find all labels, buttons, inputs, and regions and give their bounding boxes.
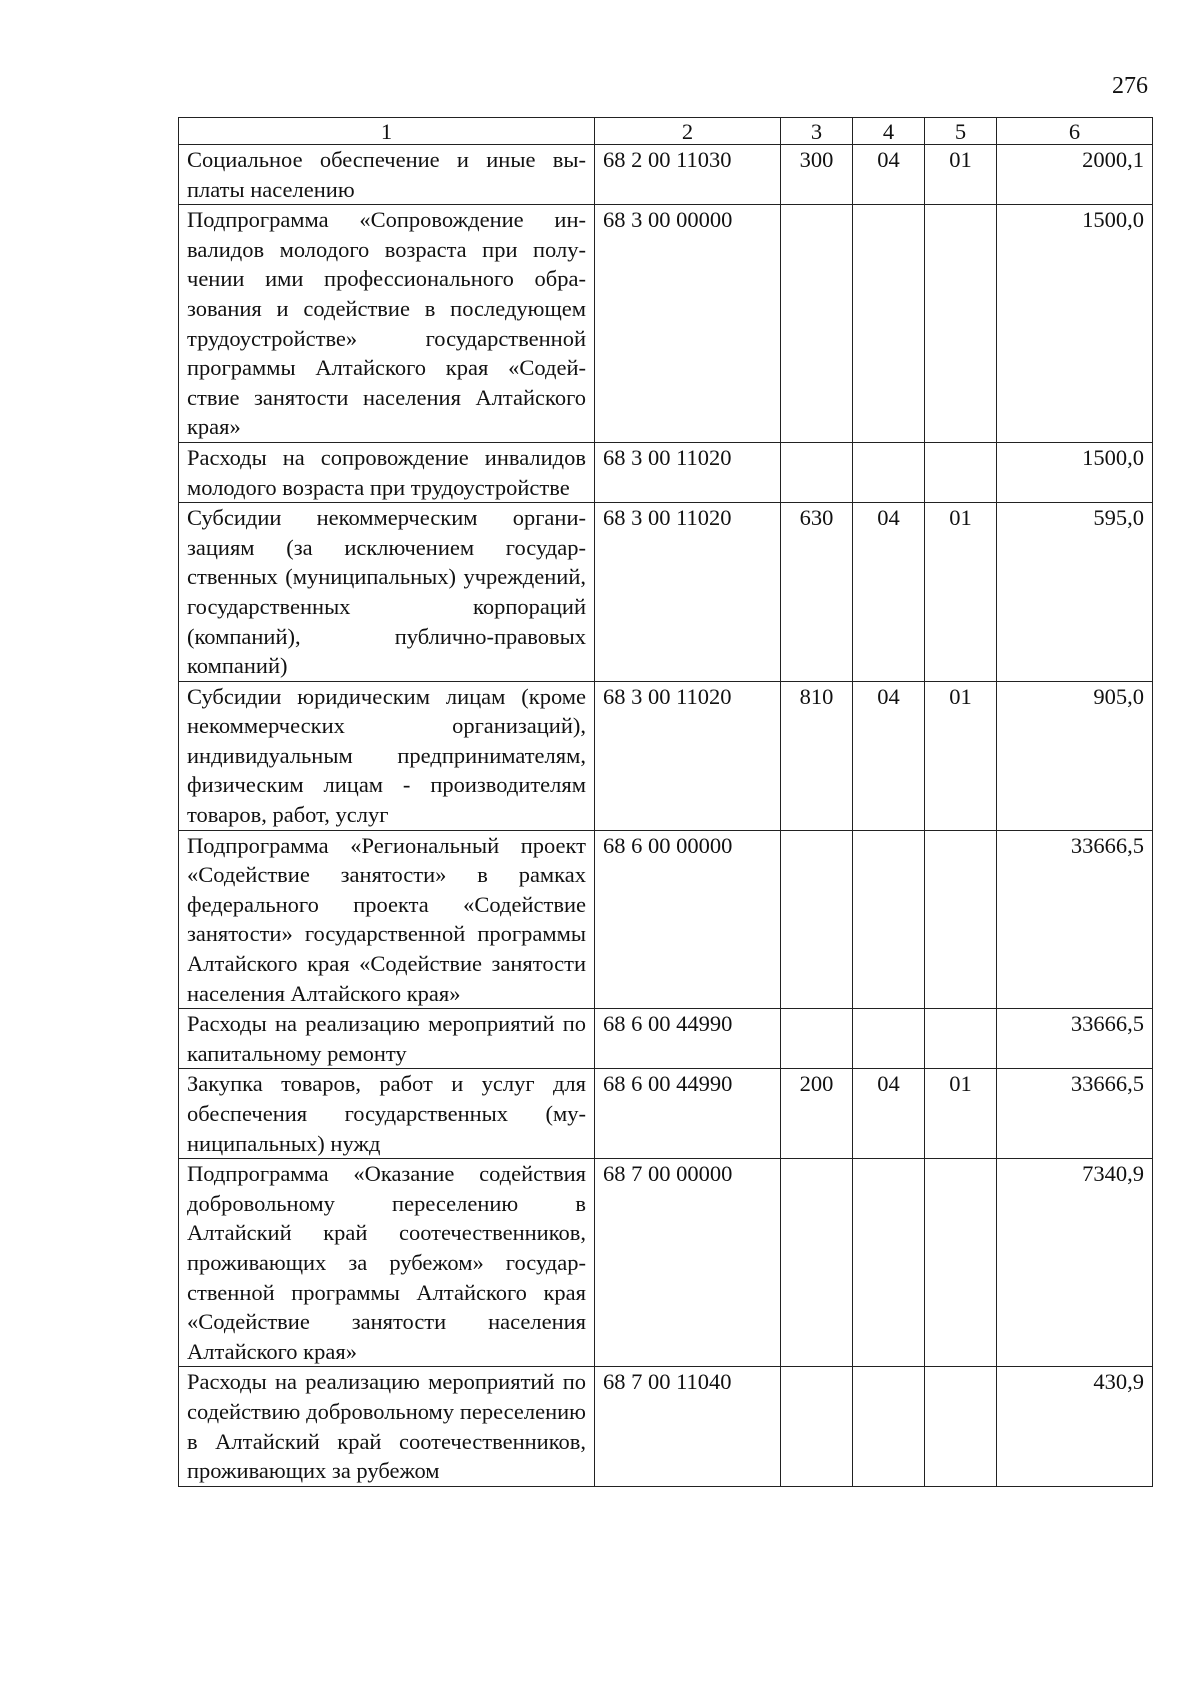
row-col4 — [853, 1367, 925, 1486]
row-code: 68 7 00 11040 — [595, 1367, 781, 1486]
row-amount: 595,0 — [997, 503, 1153, 682]
row-name: Закупка товаров, работ и услуг для обеспечения государственных (муниципальных) нужд — [179, 1069, 595, 1159]
row-code: 68 3 00 11020 — [595, 442, 781, 502]
row-name: Расходы на реализацию мероприятий по капитальному ремонту — [179, 1009, 595, 1069]
row-col5 — [925, 1367, 997, 1486]
row-code: 68 7 00 00000 — [595, 1159, 781, 1367]
page-number: 276 — [1112, 73, 1148, 99]
row-name: Расходы на реализацию мероприятий по содействию добровольному переселению в Алтайский край соотечественников, проживающих за рубежом — [179, 1367, 595, 1486]
row-amount: 430,9 — [997, 1367, 1153, 1486]
column-header: 1 — [179, 118, 595, 145]
row-amount: 7340,9 — [997, 1159, 1153, 1367]
row-name: Субсидии некоммерческим организациям (за исключением государственных (муниципальных) учреждений, государственных корпораций (компаний), публично-правовых компаний) — [179, 503, 595, 682]
row-col4: 04 — [853, 681, 925, 830]
table-row — [179, 1159, 1153, 1367]
table-row — [179, 145, 1153, 205]
table-row — [179, 681, 1153, 830]
row-col5: 01 — [925, 145, 997, 205]
column-header: 5 — [925, 118, 997, 145]
row-col5: 01 — [925, 681, 997, 830]
table-row — [179, 1009, 1153, 1069]
row-amount: 1500,0 — [997, 205, 1153, 443]
budget-table — [178, 117, 1153, 1487]
row-col3 — [781, 205, 853, 443]
row-col5: 01 — [925, 503, 997, 682]
row-code: 68 6 00 44990 — [595, 1009, 781, 1069]
table-row — [179, 503, 1153, 682]
row-amount: 905,0 — [997, 681, 1153, 830]
row-col5 — [925, 830, 997, 1009]
row-col4 — [853, 442, 925, 502]
row-name: Субсидии юридическим лицам (кроме некоммерческих организаций), индивидуальным предпринимателям, физическим лицам - производителям товаров, работ, услуг — [179, 681, 595, 830]
row-name: Подпрограмма «Региональный проект «Содействие занятости» в рамках федерального проекта «Содействие занятости» государственной программы Алтайского края «Содействие занятости населения Алтайского края» — [179, 830, 595, 1009]
row-col5 — [925, 442, 997, 502]
column-header: 4 — [853, 118, 925, 145]
table-row — [179, 1367, 1153, 1486]
column-header: 6 — [997, 118, 1153, 145]
row-col5: 01 — [925, 1069, 997, 1159]
table-row — [179, 442, 1153, 502]
row-amount: 33666,5 — [997, 1069, 1153, 1159]
column-header: 2 — [595, 118, 781, 145]
row-code: 68 3 00 00000 — [595, 205, 781, 443]
row-code: 68 6 00 00000 — [595, 830, 781, 1009]
row-name: Подпрограмма «Сопровождение инвалидов молодого возраста при получении ими профессионального образования и содействие в последующем трудоустройстве» государственной программы Алтайского края «Содействие занятости населения Алтайского края» — [179, 205, 595, 443]
row-col3 — [781, 1159, 853, 1367]
row-col4: 04 — [853, 1069, 925, 1159]
table-row — [179, 1069, 1153, 1159]
row-col3: 200 — [781, 1069, 853, 1159]
row-col4 — [853, 1159, 925, 1367]
row-amount: 1500,0 — [997, 442, 1153, 502]
row-amount: 33666,5 — [997, 830, 1153, 1009]
row-col3 — [781, 830, 853, 1009]
row-name: Социальное обеспечение и иные выплаты населению — [179, 145, 595, 205]
row-col3 — [781, 1009, 853, 1069]
row-col4 — [853, 205, 925, 443]
row-col3 — [781, 1367, 853, 1486]
row-col5 — [925, 205, 997, 443]
row-col4 — [853, 830, 925, 1009]
row-code: 68 3 00 11020 — [595, 503, 781, 682]
row-amount: 2000,1 — [997, 145, 1153, 205]
row-col3 — [781, 442, 853, 502]
row-name: Подпрограмма «Оказание содействия добровольному переселению в Алтайский край соотечественников, проживающих за рубежом» государственной программы Алтайского края «Содействие занятости населения Алтайского края» — [179, 1159, 595, 1367]
row-col3: 630 — [781, 503, 853, 682]
row-col4: 04 — [853, 503, 925, 682]
row-code: 68 3 00 11020 — [595, 681, 781, 830]
row-code: 68 2 00 11030 — [595, 145, 781, 205]
row-amount: 33666,5 — [997, 1009, 1153, 1069]
table-row — [179, 205, 1153, 443]
row-col4: 04 — [853, 145, 925, 205]
row-col3: 810 — [781, 681, 853, 830]
row-col5 — [925, 1159, 997, 1367]
header-row — [179, 118, 1153, 145]
row-name: Расходы на сопровождение инвалидов молодого возраста при трудоустройстве — [179, 442, 595, 502]
row-col4 — [853, 1009, 925, 1069]
table-row — [179, 830, 1153, 1009]
column-header: 3 — [781, 118, 853, 145]
row-col5 — [925, 1009, 997, 1069]
row-col3: 300 — [781, 145, 853, 205]
row-code: 68 6 00 44990 — [595, 1069, 781, 1159]
